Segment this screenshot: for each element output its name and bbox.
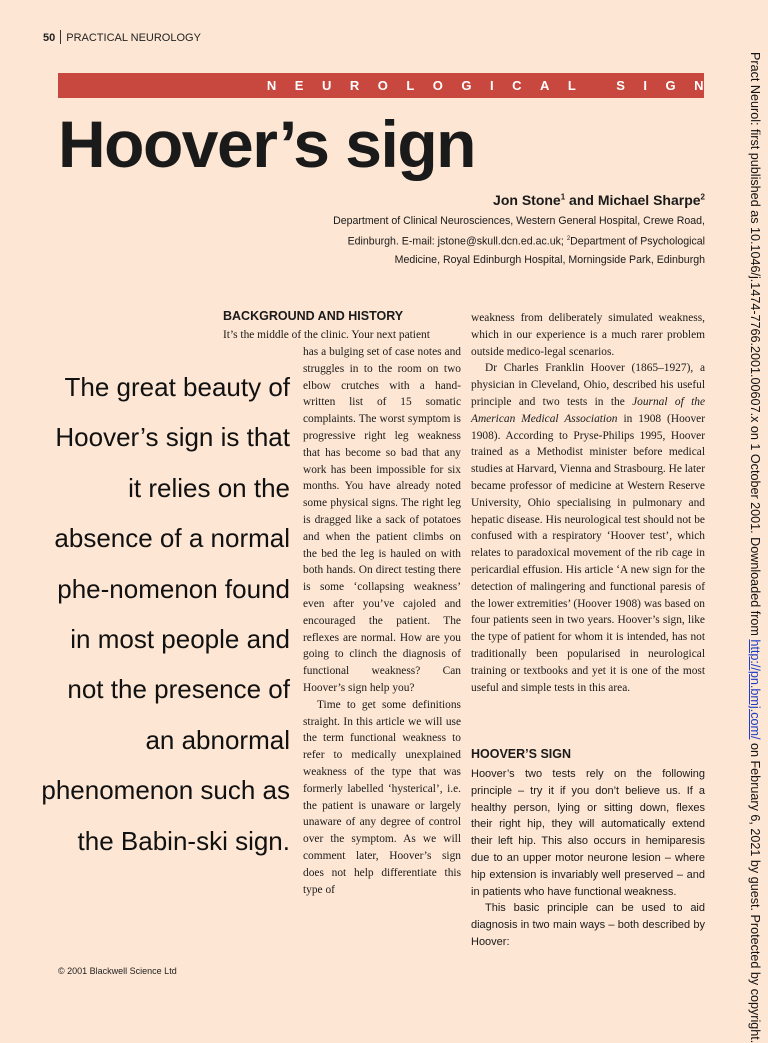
- paragraph-text: in 1908 (Hoover 1908). According to Pryse-Philips 1995, Hoover trained as a Methodist minister before medical studies at Harvard, Vienna and Strasbourg. He later became professor of medicine at Western Reserve University, Ohio specialising in pulmonary and hepatic disease. His neurological test should not be confused with a respiratory ‘Hoover test’, which relates to paradoxical movement of the rib cage in pericardial effusion. His article ‘A new sign for the detection of malingering and functional paresis of the lower extremities’ (Hoover 1908) was based on four patients seen in two years. Hoover’s sign, like the type of patient for whom it is intended, has not traditionally been popularised in neurological training or textbooks and yet it is one of the most useful and simple tests in this area.: [471, 412, 706, 694]
- author-2-affil: 2: [700, 192, 705, 202]
- affiliation-line: Department of Clinical Neurosciences, Western General Hospital, Crewe Road,: [333, 215, 705, 227]
- paragraph: Hoover’s two tests rely on the following principle – try it if you don’t believe us. If a healthy person, lying or sitting down, flexes their right hip, they will automatically extend their left hip. This also occurs in hemiparesis due to an upper motor neurone lesion – where hip extension is invariably well preserved – and in patients who have functional weakness.: [471, 768, 705, 898]
- divider: [60, 30, 61, 44]
- affiliation-line: [285, 230, 705, 251]
- pull-quote: The great beauty of Hoover’s sign is that it relies on the absence of a normal phe-nomenon found in most people and not the presence of an abnormal phenomenon such as the Babin-ski sign.: [41, 372, 290, 856]
- journal-link[interactable]: http://pn.bmj.com/: [748, 639, 762, 740]
- page-number: 50: [43, 32, 56, 44]
- side-note-suffix: on February 6, 2021 by guest. Protected by copyright.: [748, 739, 762, 1043]
- body-column-2-lower: [471, 766, 705, 951]
- author-2: Michael Sharpe: [597, 192, 701, 208]
- paragraph: has a bulging set of case notes and struggles in to the room on two elbow crutches with a hand-written list of 15 somatic complaints. The worst symptom is progressive right leg weakness that has become so bad that any work has been impossible for six months. You have already noted some physical signs. The right leg is dragged like a sack of potatoes and when the patient climbs on the bed the leg is hauled on with both hands. On direct testing there is some ‘collapsing weakness’ even after you’ve cajoled and encouraged the patient. The reflexes are normal. How are you going to clinch the diagnosis of functional weakness? Can Hoover’s sign help you?: [303, 346, 461, 694]
- article-title: Hoover’s sign: [58, 107, 475, 181]
- author-1: Jon Stone: [493, 192, 561, 208]
- side-note-text: [748, 52, 762, 1043]
- affiliations: [285, 212, 705, 269]
- section-heading-hoovers-sign: HOOVER’S SIGN: [471, 747, 572, 761]
- affiliation-sup: 2: [566, 236, 571, 242]
- paragraph: [471, 360, 705, 696]
- paragraph-text: Dr Charles Franklin Hoover (1865–1927), a physician in Cleveland, Ohio, described his useful principle and two tests in the: [471, 362, 705, 408]
- author-line: [493, 192, 705, 208]
- side-note-prefix: Pract Neurol: first published as 10.1046/j.1474-7766.2001.00607.x on 1 October 2001. Downloaded from: [748, 52, 762, 640]
- body-column-1: [303, 344, 461, 898]
- author-1-affil: 1: [560, 192, 566, 202]
- banner-label: NEUROLOGICAL SIGN: [266, 78, 722, 93]
- affiliation-dept: Department of Psychological: [570, 235, 705, 248]
- body-intro-line: It’s the middle of the clinic. Your next patient: [223, 329, 430, 341]
- journal-name-italic: Journal of the American Medical Association: [471, 395, 706, 425]
- paragraph: This basic principle can be used to aid diagnosis in two main ways – both described by Hoover:: [471, 902, 705, 948]
- journal-name: PRACTICAL NEUROLOGY: [66, 32, 201, 44]
- paragraph: weakness from deliberately simulated weakness, which in our experience is a much rarer problem outside medico-legal scenarios.: [471, 312, 705, 358]
- section-banner: [58, 73, 722, 98]
- copyright: © 2001 Blackwell Science Ltd: [58, 966, 177, 976]
- side-download-note: [748, 52, 762, 1043]
- affiliation-line: Medicine, Royal Edinburgh Hospital, Morningside Park, Edinburgh: [394, 253, 705, 266]
- affiliation-email: Edinburgh. E-mail: jstone@skull.dcn.ed.ac.uk;: [347, 235, 567, 248]
- paragraph: Time to get some definitions straight. In this article we will use the term functional weakness to refer to medically unexplained weakness of the type that was formerly labelled ‘hysterical’, i.e. the patient is unaware or largely unaware of any degree of control over the symptom. As we will comment later, Hoover’s sign does not help differentiate this type of: [303, 698, 461, 896]
- running-head: [43, 30, 201, 44]
- body-column-2: [471, 310, 705, 696]
- section-heading-background: BACKGROUND AND HISTORY: [223, 309, 404, 323]
- author-join: and: [565, 192, 598, 208]
